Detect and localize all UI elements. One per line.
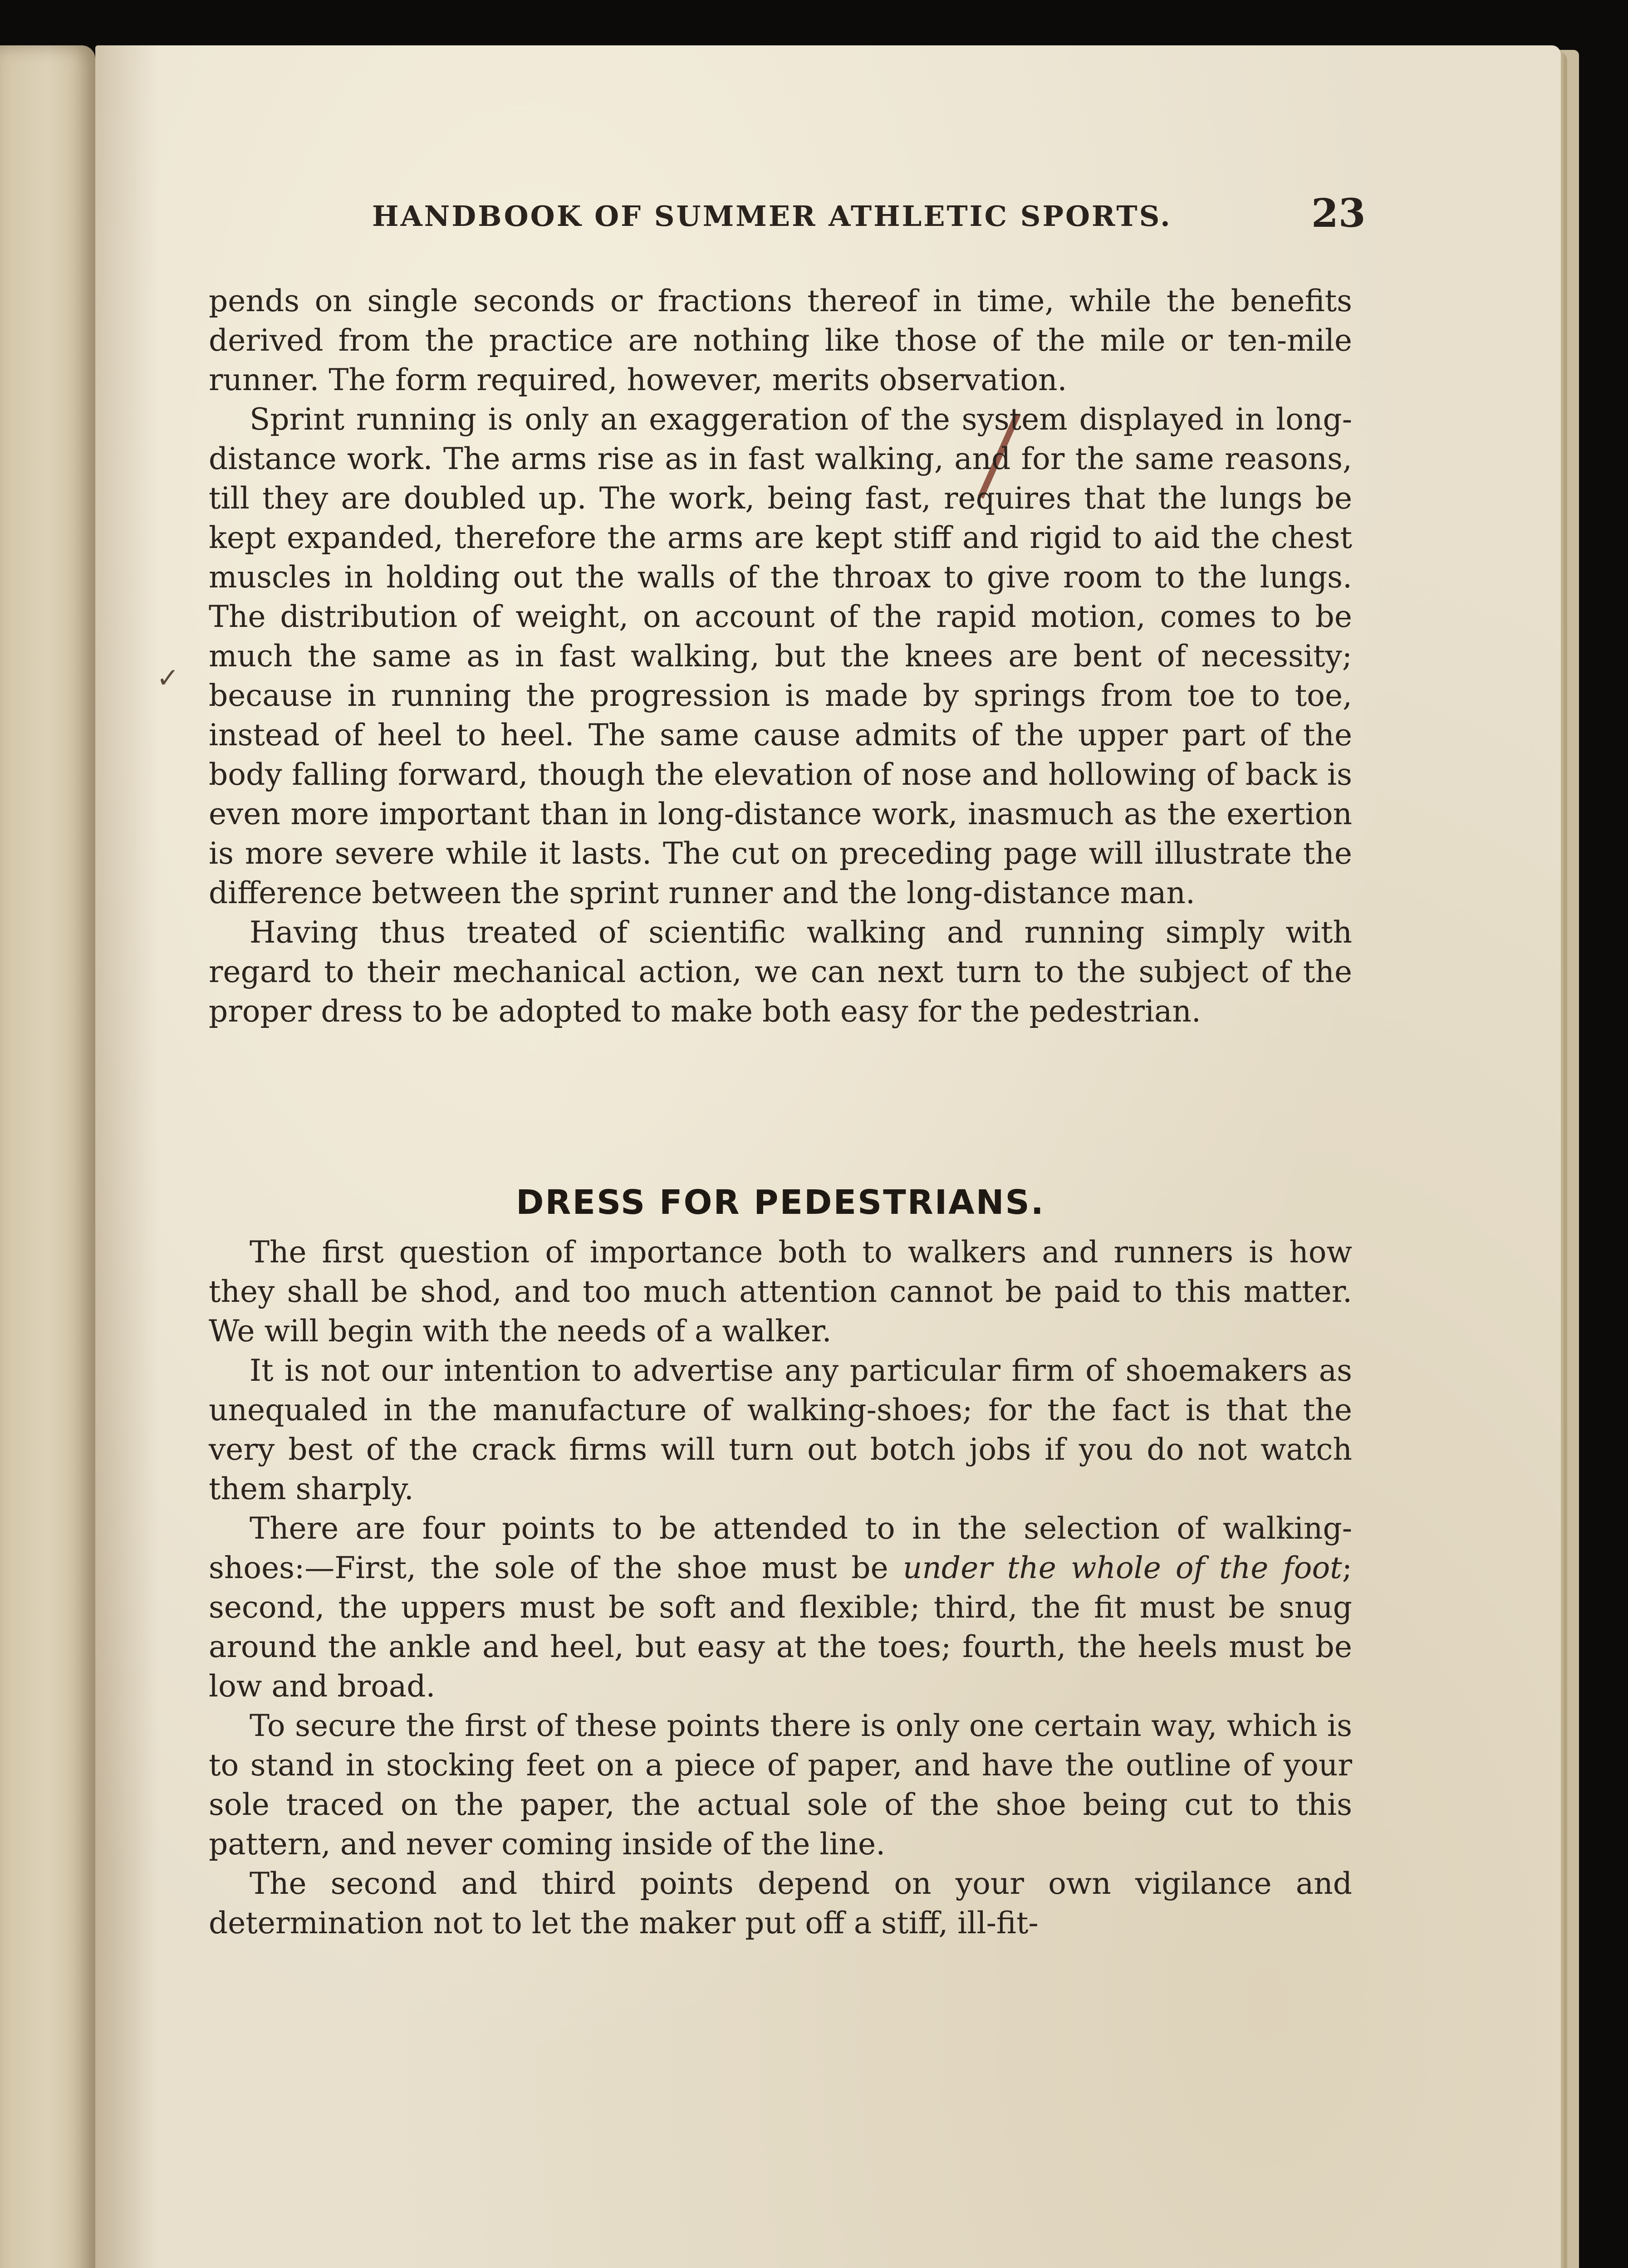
shoe-points-intro: There are four points to be attended to in the selection of walking-shoes:—First, the sole of the shoe must be xyxy=(209,1511,1352,1585)
paragraph: The second and third points depend on your own vigilance and determination not to let the maker put off a stiff, ill-fit- xyxy=(209,1866,1352,1941)
paragraph: Having thus treated of scientific walking and running simply with regard to their mechanical action, we can next turn to the subject of the proper dress to be adopted to make both easy for the pedestrian. xyxy=(209,915,1352,1029)
section-heading: DRESS FOR PEDESTRIANS. xyxy=(516,1183,1045,1222)
paragraph: To secure the first of these points there is only one certain way, which is to stand in stocking feet on a piece of paper, and have the outline of your sole traced on the paper, the actual sole of the shoe being cut to this pattern, and never coming inside of the line. xyxy=(209,1708,1352,1862)
shoe-points-italic: under the whole of the foot xyxy=(902,1550,1342,1585)
paragraph: pends on single seconds or fractions thereof in time, while the benefits derived from the practice are nothing like those of the mile or ten-mile runner. The form required, however, merits observation. xyxy=(209,284,1352,397)
paragraph-shoe-points xyxy=(209,1509,1352,1706)
shoe-points-rest: ; second, the uppers must be soft and flexible; third, the fit must be snug around the ankle and heel, but easy at the toes; fourth, the heels must be low and broad. xyxy=(209,1550,1353,1704)
paragraph: Sprint running is only an exaggeration of the system displayed in long-distance work. The arms rise as in fast walking, and for the same reasons, till they are doubled up. The work, being fast, requires that the lungs be kept expanded, therefore the arms are kept stiff and rigid to aid the chest muscles in holding out the walls of the throax to give room to the lungs. The distribution of weight, on account of the rapid motion, comes to be much the same as in fast walking, but the knees are bent of necessity; because in running the progression is made by springs from toe to toe, instead of heel to heel. The same cause admits of the upper part of the body falling forward, though the elevation of nose and hollowing of back is even more important than in long-distance work, inasmuch as the exertion is more severe while it lasts. The cut on preceding page will illustrate the difference between the sprint runner and the long-distance man. xyxy=(209,402,1352,910)
running-head: HANDBOOK OF SUMMER ATHLETIC SPORTS. xyxy=(372,200,1172,233)
page-number: 23 xyxy=(1311,191,1366,236)
paragraph: It is not our intention to advertise any particular firm of shoemakers as unequaled in the manufacture of walking-shoes; for the fact is that the very best of the crack firms will turn out botch jobs if you do not watch them sharply. xyxy=(209,1353,1352,1506)
paragraph: The first question of importance both to walkers and runners is how they shall be shod, and too much attention cannot be paid to this matter. We will begin with the needs of a walker. xyxy=(209,1235,1352,1349)
page-text xyxy=(209,281,1352,1943)
margin-check-mark: ✓ xyxy=(157,662,180,694)
previous-page-edge xyxy=(0,45,95,2268)
